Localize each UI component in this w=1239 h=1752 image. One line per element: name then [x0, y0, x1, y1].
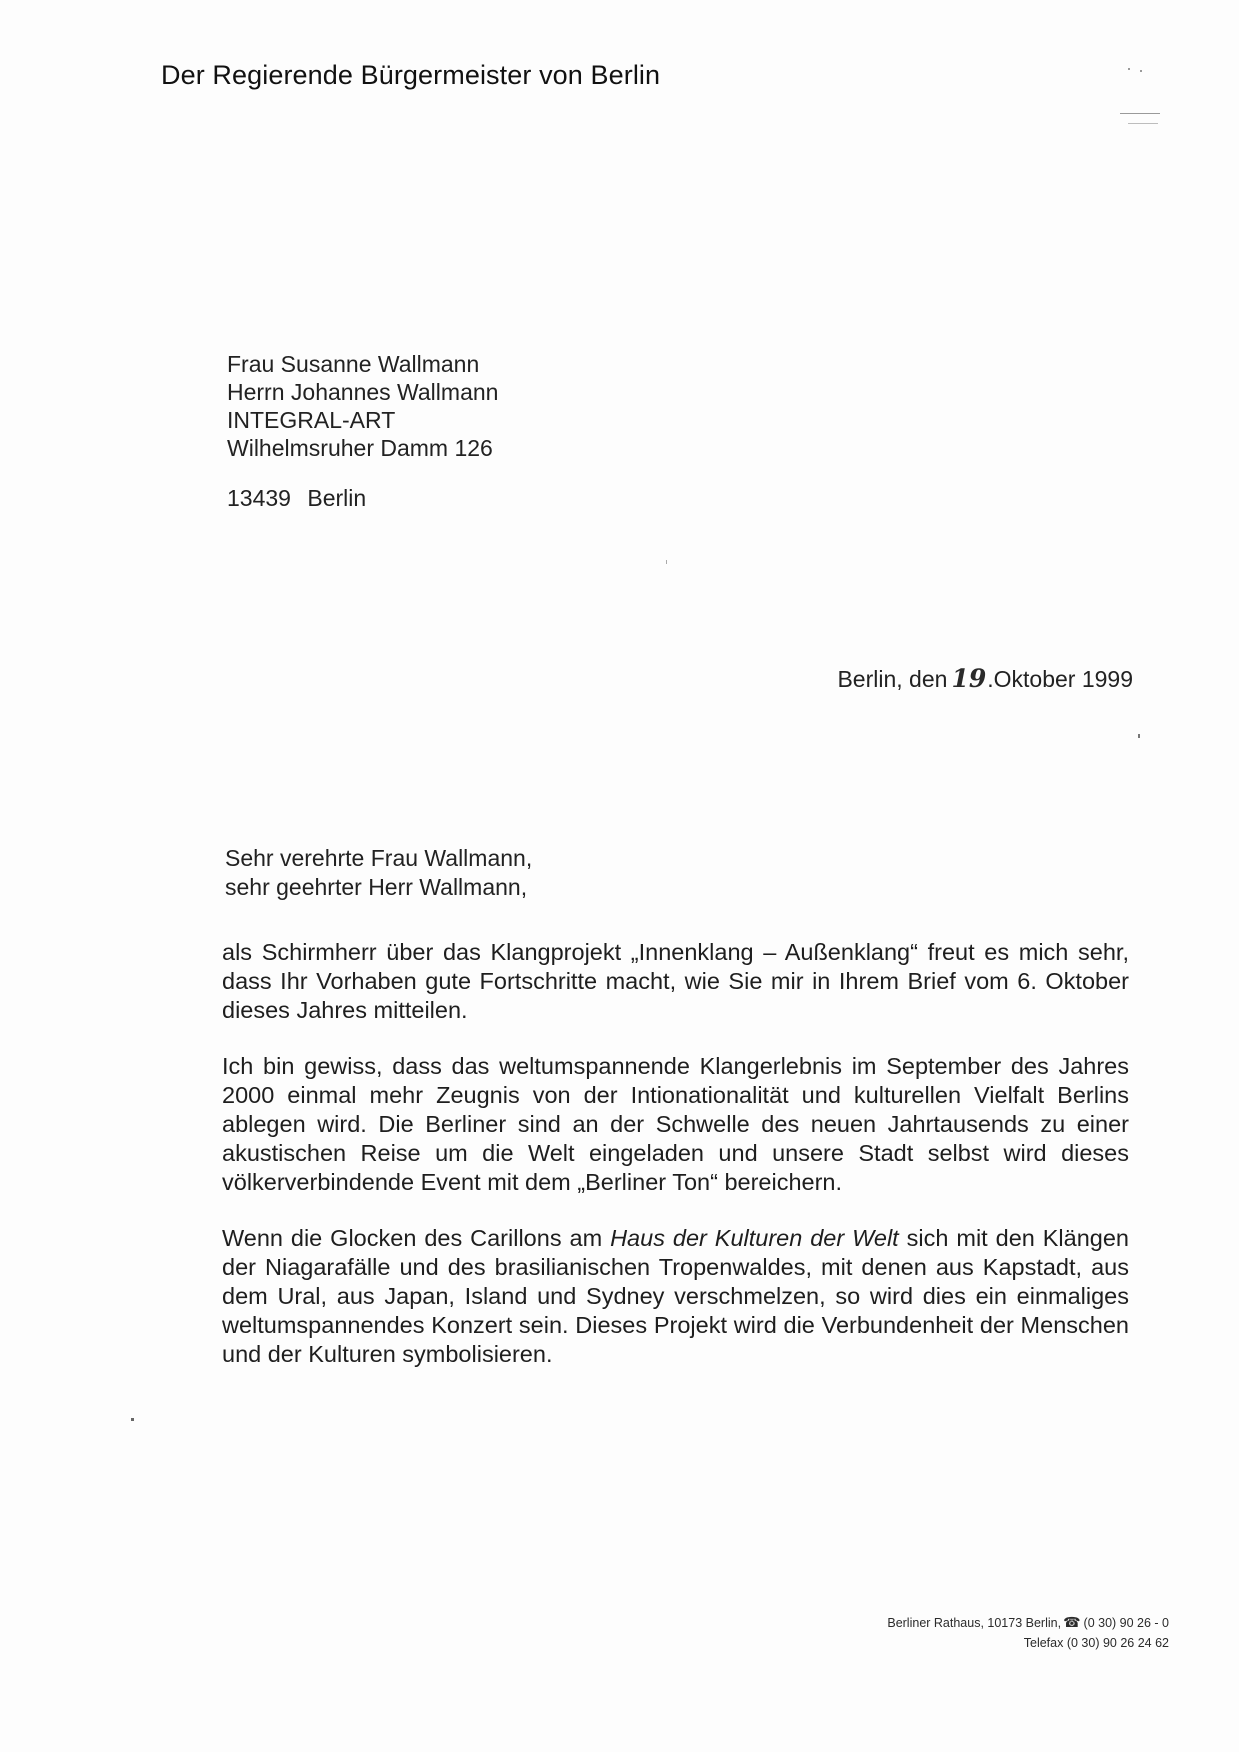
- footer-fax: Telefax (0 30) 90 26 24 62: [1023, 1636, 1169, 1650]
- scan-artifact: [1128, 123, 1158, 124]
- recipient-line-1: Frau Susanne Wallmann: [227, 351, 480, 377]
- scan-artifact: [1128, 68, 1130, 70]
- letter-date: [837, 664, 1133, 693]
- recipient-address: [227, 350, 498, 512]
- body-paragraph-3: [222, 1224, 1129, 1369]
- salutation: [225, 844, 532, 902]
- recipient-city: Berlin: [307, 485, 367, 511]
- paragraph-3-after: sich mit den Klängen der Niagarafälle und des brasilianischen Tropenwaldes, mit denen aus Kapstadt, aus dem Ural, aus Japan, Island und Sydney verschmelzen, so wird dies ein einmaliges weltumspannendes Konzert sein. Dieses Projekt wird die Verbundenheit der Menschen und der Kulturen symbolisieren.: [222, 1225, 1130, 1367]
- paragraph-3-italic: Haus der Kulturen der Welt: [610, 1225, 899, 1251]
- recipient-postal-code: 13439: [227, 485, 291, 511]
- body-paragraph-1: als Schirmherr über das Klangprojekt „Innenklang – Außenklang“ freut es mich sehr, dass Ihr Vorhaben gute Fortschritte macht, wie Sie mir in Ihrem Brief vom 6. Oktober dieses Jahres mitteilen.: [222, 939, 1129, 1023]
- scan-artifact: [1120, 113, 1160, 114]
- date-rest: .Oktober 1999: [987, 666, 1133, 692]
- body-paragraph-2: Ich bin gewiss, dass das weltumspannende Klangerlebnis im September des Jahres 2000 einmal mehr Zeugnis von der Intionationalität und kulturellen Vielfalt Berlins ablegen wird. Die Berliner sind an der Schwelle des neuen Jahrtausends zu einer akustischen Reise um die Welt eingeladen und unsere Stadt selbst wird dieses völkerverbindende Event mit dem „Berliner Ton“ bereichern.: [222, 1053, 1129, 1195]
- telephone-icon: ☎: [1063, 1614, 1081, 1630]
- scan-artifact: [131, 1418, 134, 1421]
- date-handwritten-day: 19: [951, 664, 987, 693]
- paragraph-3-before: Wenn die Glocken des Carillons am: [222, 1225, 603, 1251]
- recipient-line-2: Herrn Johannes Wallmann: [227, 379, 499, 405]
- recipient-line-3: INTEGRAL-ART: [227, 407, 396, 433]
- footer-phone: (0 30) 90 26 - 0: [1083, 1616, 1169, 1630]
- scan-artifact: [1138, 734, 1140, 738]
- scan-artifact: [666, 560, 667, 564]
- recipient-city-line: [227, 484, 498, 512]
- footer-address-line: [887, 1612, 1169, 1633]
- recipient-line-4: Wilhelmsruher Damm 126: [227, 435, 493, 461]
- letter-body: [222, 938, 1129, 1396]
- letter-footer: [887, 1612, 1169, 1653]
- scan-artifact: [1140, 70, 1142, 72]
- footer-address: Berliner Rathaus, 10173 Berlin,: [887, 1616, 1062, 1630]
- letterhead-sender: Der Regierende Bürgermeister von Berlin: [161, 60, 661, 90]
- salutation-line-2: sehr geehrter Herr Wallmann,: [225, 874, 528, 900]
- salutation-line-1: Sehr verehrte Frau Wallmann,: [225, 845, 533, 871]
- date-prefix: Berlin, den: [837, 666, 948, 692]
